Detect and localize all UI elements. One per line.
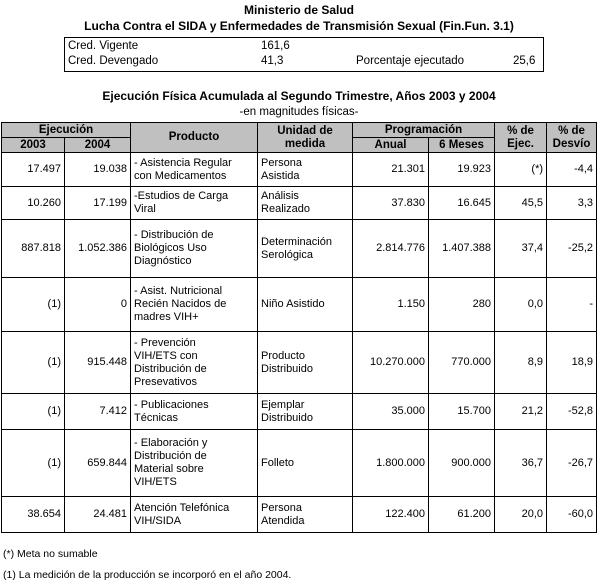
program-title: Lucha Contra el SIDA y Enfermedades de Transmisión Sexual (Fin.Fun. 3.1) xyxy=(84,19,514,33)
cell-desvio: - xyxy=(547,278,597,332)
header-ejec-line2: Ejec. xyxy=(507,137,534,150)
cell-unidad-line: Asistida xyxy=(261,169,300,182)
cell-unidad-line: Ejemplar xyxy=(261,398,305,411)
cell-producto-line: Biológicos Uso xyxy=(134,242,207,254)
cell-unidad-line: Análisis xyxy=(261,190,299,202)
header-desvio-line1: % de xyxy=(558,124,585,137)
cell-producto xyxy=(131,497,258,533)
header-desvio-line2: Desvío xyxy=(552,137,591,150)
cell-desvio: 18,9 xyxy=(547,332,597,394)
ministry-title: Ministerio de Salud xyxy=(243,3,354,17)
cell-anual: 35.000 xyxy=(353,394,429,430)
cell-ejec: 37,4 xyxy=(495,220,547,278)
cell-ejec: (*) xyxy=(495,153,547,187)
cell-2003: (1) xyxy=(2,278,65,332)
cell-2003: 17.497 xyxy=(2,153,65,187)
cell-2003: (1) xyxy=(2,430,65,497)
cell-unidad-line: Distribuido xyxy=(261,362,313,375)
cell-seis-meses: 280 xyxy=(429,278,495,332)
cell-seis-meses: 61.200 xyxy=(429,497,495,533)
cell-unidad-line: Distribuido xyxy=(261,411,313,424)
cell-desvio: -26,7 xyxy=(547,430,597,497)
cell-seis-meses: 16.645 xyxy=(429,187,495,220)
cell-seis-meses: 1.407.388 xyxy=(429,220,495,278)
cred-devengado-label: Cred. Devengado xyxy=(68,55,159,67)
porcentaje-value: 25,6 xyxy=(513,55,536,67)
cred-vigente-label: Cred. Vigente xyxy=(68,40,139,52)
cell-unidad-line: Persona xyxy=(261,156,302,169)
header-ejec xyxy=(495,123,547,153)
cell-ejec: 45,5 xyxy=(495,187,547,220)
cell-unidad-line: Folleto xyxy=(261,456,295,469)
cell-2004: 7.412 xyxy=(65,394,131,430)
cell-producto-line: madres VIH+ xyxy=(134,311,199,323)
cell-2004: 915.448 xyxy=(65,332,131,394)
cell-producto-line: Viral xyxy=(134,203,156,215)
cell-producto xyxy=(131,220,258,278)
cell-unidad xyxy=(258,332,353,394)
footnote-meta: (*) Meta no sumable xyxy=(3,548,98,560)
cell-ejec: 8,9 xyxy=(495,332,547,394)
cell-producto-line: - Asistencia Regular xyxy=(134,156,232,169)
cell-unidad xyxy=(258,278,353,332)
header-anual: Anual xyxy=(353,138,429,153)
cell-unidad-line: Atendida xyxy=(261,514,305,527)
cell-unidad xyxy=(258,497,353,533)
cell-producto-line: Recién Nacidos de xyxy=(134,298,227,310)
cell-producto-line: VIH/SIDA xyxy=(134,514,182,527)
cell-anual: 1.800.000 xyxy=(353,430,429,497)
cell-seis-meses: 19.923 xyxy=(429,153,495,187)
cell-ejec: 20,0 xyxy=(495,497,547,533)
cell-producto-line: VIH/ETS xyxy=(134,476,177,488)
cell-2003: 887.818 xyxy=(2,220,65,278)
header-ejec-line1: % de xyxy=(507,124,534,137)
cell-unidad-line: Realizado xyxy=(261,203,310,215)
header-2003: 2003 xyxy=(2,138,65,153)
cred-vigente-value: 161,6 xyxy=(261,40,290,52)
cell-unidad-line: Producto xyxy=(261,349,306,362)
cell-ejec: 36,7 xyxy=(495,430,547,497)
cell-2004: 0 xyxy=(65,278,131,332)
table-row xyxy=(2,153,597,187)
cell-unidad-line: Determinación xyxy=(261,235,332,248)
cell-producto-line: - Elaboración y xyxy=(134,437,208,449)
cell-unidad xyxy=(258,430,353,497)
header-seis-meses: 6 Meses xyxy=(429,138,495,153)
cell-2003: 10.260 xyxy=(2,187,65,220)
cell-desvio: 3,3 xyxy=(547,187,597,220)
porcentaje-label: Porcentaje ejecutado xyxy=(356,55,465,67)
cell-producto xyxy=(131,278,258,332)
table-row xyxy=(2,430,597,497)
header-unidad xyxy=(258,123,353,153)
cell-2004: 19.038 xyxy=(65,153,131,187)
cell-seis-meses: 900.000 xyxy=(429,430,495,497)
cell-2004: 17.199 xyxy=(65,187,131,220)
cred-devengado-value: 41,3 xyxy=(261,55,284,67)
cell-producto-line: - Prevención xyxy=(134,336,196,349)
table-row xyxy=(2,332,597,394)
cell-producto-line: Técnicas xyxy=(134,411,179,424)
cell-producto-line: VIH/ETS con xyxy=(134,349,198,362)
header-ejecucion: Ejecución xyxy=(2,123,131,138)
footnote-medicion: (1) La medición de la producción se incorporó en el año 2004. xyxy=(3,569,292,581)
header-programacion: Programación xyxy=(353,123,495,138)
section-subtitle: -en magnitudes físicas- xyxy=(239,106,359,118)
cell-unidad-line: Niño Asistido xyxy=(261,298,325,310)
cell-desvio: -4,4 xyxy=(547,153,597,187)
cell-producto xyxy=(131,153,258,187)
cell-2004: 24.481 xyxy=(65,497,131,533)
cell-unidad xyxy=(258,220,353,278)
header-2004: 2004 xyxy=(65,138,131,153)
cell-producto xyxy=(131,430,258,497)
cell-2003: 38.654 xyxy=(2,497,65,533)
header-unidad-line1: Unidad de xyxy=(277,124,333,137)
cell-desvio: -60,0 xyxy=(547,497,597,533)
cell-ejec: 0,0 xyxy=(495,278,547,332)
header-producto: Producto xyxy=(131,123,258,153)
cell-desvio: -52,8 xyxy=(547,394,597,430)
cell-producto-line: Distribución de xyxy=(134,450,207,462)
cell-2003: (1) xyxy=(2,394,65,430)
cell-unidad xyxy=(258,394,353,430)
cell-producto-line: Atención Telefónica xyxy=(134,501,230,514)
table-row xyxy=(2,278,597,332)
cell-producto-line: -Estudios de Carga xyxy=(134,190,229,202)
table-row xyxy=(2,187,597,220)
cell-ejec: 21,2 xyxy=(495,394,547,430)
cell-anual: 10.270.000 xyxy=(353,332,429,394)
cell-anual: 37.830 xyxy=(353,187,429,220)
cell-seis-meses: 770.000 xyxy=(429,332,495,394)
cell-anual: 122.400 xyxy=(353,497,429,533)
cell-producto-line: - Asist. Nutricional xyxy=(134,285,223,297)
cell-seis-meses: 15.700 xyxy=(429,394,495,430)
header-unidad-line2: medida xyxy=(284,137,326,150)
cell-producto-line: Presevativos xyxy=(134,375,197,388)
cell-unidad-line: Persona xyxy=(261,501,302,514)
cell-anual: 1.150 xyxy=(353,278,429,332)
cell-producto-line: con Medicamentos xyxy=(134,169,227,182)
cell-producto-line: Material sobre xyxy=(134,463,204,475)
cell-producto-line: - Publicaciones xyxy=(134,398,209,411)
cell-producto-line: Distribución de xyxy=(134,362,207,375)
cell-producto xyxy=(131,394,258,430)
cell-2003: (1) xyxy=(2,332,65,394)
cell-producto-line: Diagnóstico xyxy=(134,255,192,267)
cell-2004: 1.052.386 xyxy=(65,220,131,278)
header-desvio xyxy=(547,123,597,153)
cell-producto xyxy=(131,187,258,220)
cell-anual: 21.301 xyxy=(353,153,429,187)
table-body xyxy=(2,153,597,533)
execution-table xyxy=(1,122,597,533)
budget-box xyxy=(64,37,544,72)
cell-desvio: -25,2 xyxy=(547,220,597,278)
cell-anual: 2.814.776 xyxy=(353,220,429,278)
table-row xyxy=(2,394,597,430)
cell-producto-line: - Distribución de xyxy=(134,229,214,241)
cell-unidad-line: Serológica xyxy=(261,248,313,261)
table-row xyxy=(2,497,597,533)
cell-producto xyxy=(131,332,258,394)
table-row xyxy=(2,220,597,278)
cell-2004: 659.844 xyxy=(65,430,131,497)
cell-unidad xyxy=(258,187,353,220)
cell-unidad xyxy=(258,153,353,187)
section-title: Ejecución Física Acumulada al Segundo Trimestre, Años 2003 y 2004 xyxy=(102,89,496,103)
